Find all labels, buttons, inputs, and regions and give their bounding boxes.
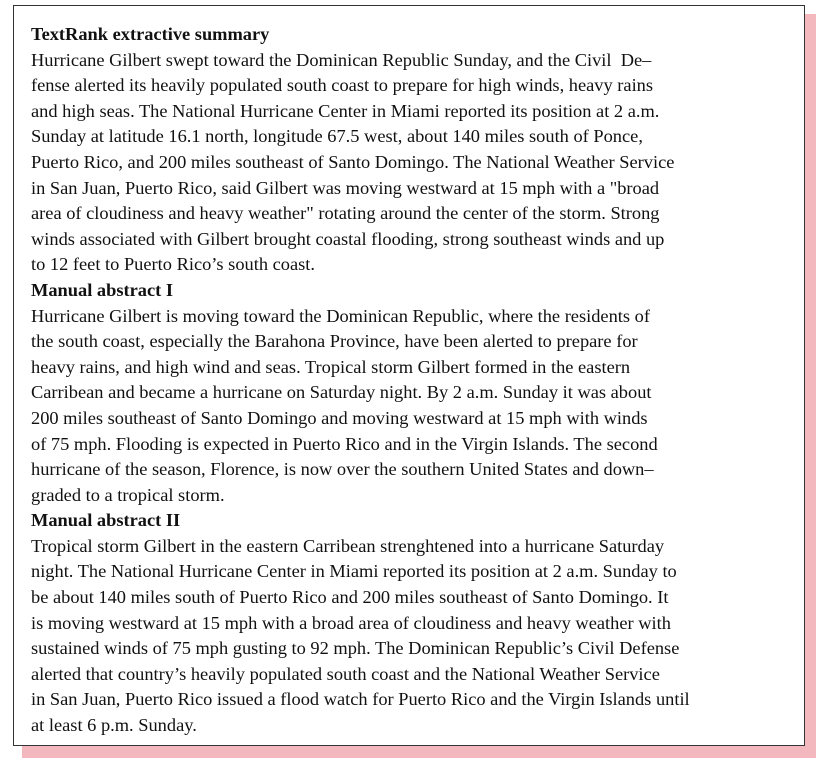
summary-box	[13, 5, 805, 746]
section-heading: TextRank extractive summary	[31, 24, 270, 44]
section-textrank	[31, 22, 801, 278]
text-line: to 12 feet to Puerto Rico’s south coast.	[31, 254, 315, 275]
summary-content	[31, 22, 801, 739]
section-manual-abstract-1	[31, 278, 801, 508]
text-line: sustained winds of 75 mph gusting to 92 mph. The Dominican Republic’s Civil Defense	[31, 638, 680, 659]
text-line: in San Juan, Puerto Rico, said Gilbert was moving westward at 15 mph with a "broad	[31, 177, 660, 198]
text-line: Hurricane Gilbert swept toward the Dominican Republic Sunday, and the Civil De–	[31, 49, 652, 70]
text-line: night. The National Hurricane Center in Miami reported its position at 2 a.m. Sunday to	[31, 561, 677, 582]
text-line: 200 miles southeast of Santo Domingo and moving westward at 15 mph with winds	[31, 407, 648, 428]
text-line: graded to a tropical storm.	[31, 484, 225, 505]
text-line: and high seas. The National Hurricane Center in Miami reported its position at 2 a.m.	[31, 100, 660, 121]
text-line: is moving westward at 15 mph with a broad area of cloudiness and heavy weather with	[31, 612, 671, 633]
text-line: area of cloudiness and heavy weather" rotating around the center of the storm. Strong	[31, 203, 660, 224]
text-line: of 75 mph. Flooding is expected in Puerto Rico and in the Virgin Islands. The second	[31, 433, 658, 454]
text-line: alerted that country’s heavily populated south coast and the National Weather Service	[31, 663, 660, 684]
section-heading: Manual abstract II	[31, 510, 181, 531]
text-line: the south coast, especially the Barahona Province, have been alerted to prepare for	[31, 331, 638, 352]
section-manual-abstract-2	[31, 508, 801, 738]
text-line: heavy rains, and high wind and seas. Tropical storm Gilbert formed in the eastern	[31, 356, 631, 377]
text-line: fense alerted its heavily populated south coast to prepare for high winds, heavy rains	[31, 75, 654, 96]
text-line: in San Juan, Puerto Rico issued a flood watch for Puerto Rico and the Virgin Islands until	[31, 689, 690, 710]
section-heading: Manual abstract I	[31, 279, 174, 300]
text-line: Puerto Rico, and 200 miles southeast of Santo Domingo. The National Weather Service	[31, 151, 675, 172]
text-line: Hurricane Gilbert is moving toward the Dominican Republic, where the residents of	[31, 305, 650, 326]
text-line: hurricane of the season, Florence, is now over the southern United States and down–	[31, 459, 654, 480]
text-line: at least 6 p.m. Sunday.	[31, 715, 197, 736]
text-line: Tropical storm Gilbert in the eastern Carribean strenghtened into a hurricane Saturday	[31, 535, 665, 556]
text-line: Sunday at latitude 16.1 north, longitude 67.5 west, about 140 miles south of Ponce,	[31, 126, 643, 147]
text-line: winds associated with Gilbert brought coastal flooding, strong southeast winds and up	[31, 228, 665, 249]
text-line: Carribean and became a hurricane on Saturday night. By 2 a.m. Sunday it was about	[31, 382, 652, 403]
text-line: be about 140 miles south of Puerto Rico and 200 miles southeast of Santo Domingo. It	[31, 587, 669, 608]
